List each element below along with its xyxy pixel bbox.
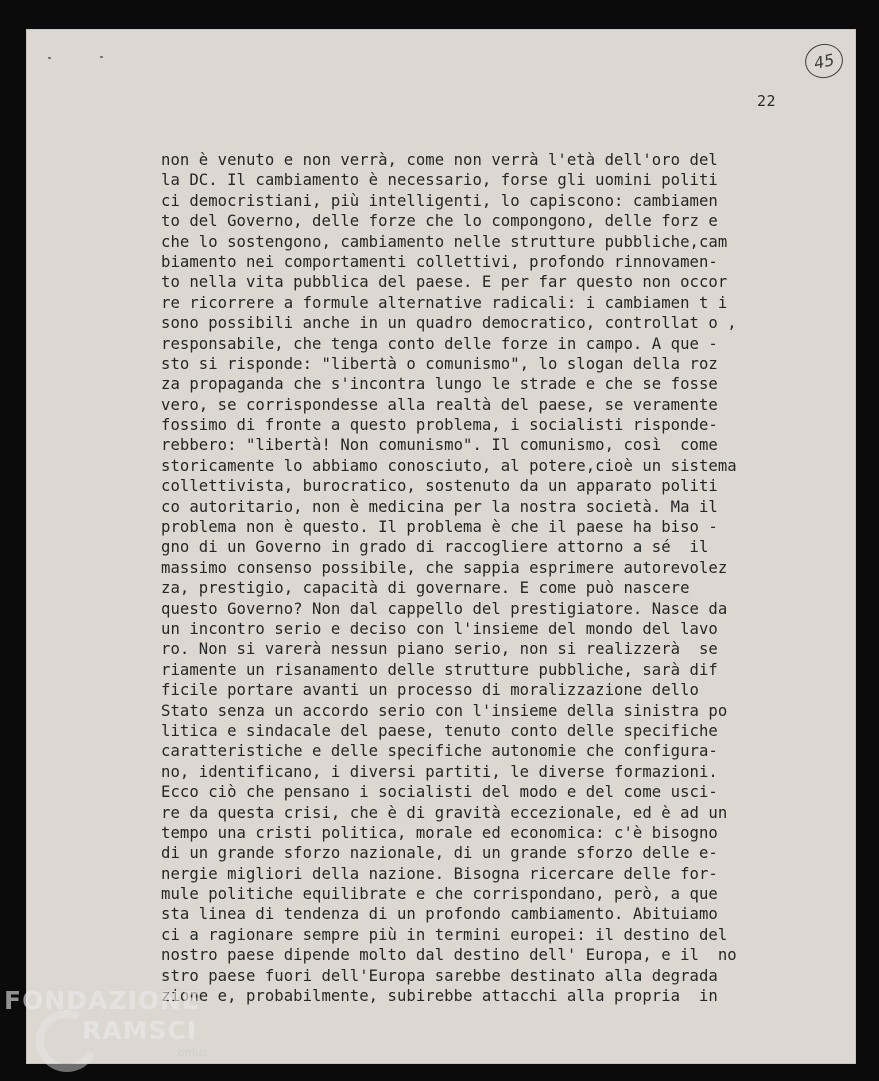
stamp-number: 45	[812, 49, 836, 73]
text-line: zione e, probabilmente, subirebbe attacchi alla propria in	[161, 987, 718, 1006]
text-line: sta linea di tendenza di un profondo cambiamento. Abituiamo	[161, 905, 718, 924]
text-line: ci a ragionare sempre più in termini europei: il destino del	[161, 925, 728, 944]
text-line: questo Governo? Non dal cappello del prestigiatore. Nasce da	[161, 599, 728, 618]
archive-stamp	[802, 40, 846, 81]
text-line: la DC. Il cambiamento è necessario, forse gli uomini politi	[161, 171, 718, 190]
document-page	[26, 29, 856, 1064]
text-line: biamento nei comportamenti collettivi, profondo rinnovamen-	[161, 252, 718, 271]
text-line: caratteristiche e delle specifiche autonomie che configura-	[161, 742, 718, 761]
text-line: Stato senza un accordo serio con l'insieme della sinistra po	[161, 701, 728, 720]
text-line: riamente un risanamento delle strutture pubbliche, sarà dif	[161, 660, 718, 679]
text-line: co autoritario, non è medicina per la nostra società. Ma il	[161, 497, 718, 516]
watermark-line-2: RAMSCI	[82, 1016, 198, 1045]
text-line: no, identificano, i diversi partiti, le diverse formazioni.	[161, 762, 718, 781]
text-line: problema non è questo. Il problema è che il paese ha biso -	[161, 518, 718, 537]
text-line: stro paese fuori dell'Europa sarebbe destinato alla degrada	[161, 966, 718, 985]
text-line: responsabile, che tenga conto delle forze in campo. A que -	[161, 334, 718, 353]
text-line: re da questa crisi, che è di gravità eccezionale, ed è ad un	[161, 803, 728, 822]
text-line: ro. Non si varerà nessun piano serio, non si realizzerà se	[161, 640, 718, 659]
text-line: massimo consenso possibile, che sappia esprimere autorevolez	[161, 558, 728, 577]
text-line: sto si risponde: "libertà o comunismo", lo slogan della roz	[161, 354, 718, 373]
text-line: nergie migliori della nazione. Bisogna ricercare delle for-	[161, 864, 718, 883]
text-line: tempo una cristi politica, morale ed economica: c'è bisogno	[161, 823, 718, 842]
text-line: fossimo di fronte a questo problema, i socialisti risponde-	[161, 416, 718, 435]
text-line: sono possibili anche in un quadro democratico, controllat o ,	[161, 314, 737, 333]
text-line: to nella vita pubblica del paese. E per far questo non occor	[161, 273, 728, 292]
text-line: nostro paese dipende molto dal destino dell' Europa, e il no	[161, 946, 737, 965]
text-line: mule politiche equilibrate e che corrispondano, però, a que	[161, 885, 718, 904]
text-line: to del Governo, delle forze che lo compongono, delle forz e	[161, 212, 718, 231]
paper-speck	[48, 57, 51, 59]
text-line: rebbero: "libertà! Non comunismo". Il comunismo, così come	[161, 436, 718, 455]
page-number: 22	[757, 92, 777, 110]
paper-speck	[100, 56, 103, 58]
text-line: che lo sostengono, cambiamento nelle strutture pubbliche,cam	[161, 232, 728, 251]
text-line: za propaganda che s'incontra lungo le strade e che se fosse	[161, 375, 718, 394]
text-line: vero, se corrispondesse alla realtà del paese, se veramente	[161, 395, 718, 414]
text-line: ficile portare avanti un processo di moralizzazione dello	[161, 681, 699, 700]
text-line: ci democristiani, più intelligenti, lo capiscono: cambiamen	[161, 191, 718, 210]
typed-body-text	[161, 150, 801, 1006]
text-line: re ricorrere a formule alternative radicali: i cambiamen t i	[161, 293, 728, 312]
text-line: di un grande sforzo nazionale, di un grande sforzo delle e-	[161, 844, 718, 863]
text-line: collettivista, burocratico, sostenuto da un apparato politi	[161, 477, 718, 496]
watermark-line-1: FONDAZIONE	[4, 986, 201, 1015]
watermark-line-3: onlus	[178, 1046, 208, 1059]
text-line: litica e sindacale del paese, tenuto conto delle specifiche	[161, 721, 718, 740]
text-line: un incontro serio e deciso con l'insieme del mondo del lavo	[161, 619, 718, 638]
text-line: za, prestigio, capacità di governare. E come può nascere	[161, 579, 690, 598]
text-line: storicamente lo abbiamo conosciuto, al potere,cioè un sistema	[161, 456, 737, 475]
text-line: gno di un Governo in grado di raccogliere attorno a sé il	[161, 538, 709, 557]
text-line: Ecco ciò che pensano i socialisti del modo e del come usci-	[161, 783, 718, 802]
text-line: non è venuto e non verrà, come non verrà l'età dell'oro del	[161, 151, 718, 169]
